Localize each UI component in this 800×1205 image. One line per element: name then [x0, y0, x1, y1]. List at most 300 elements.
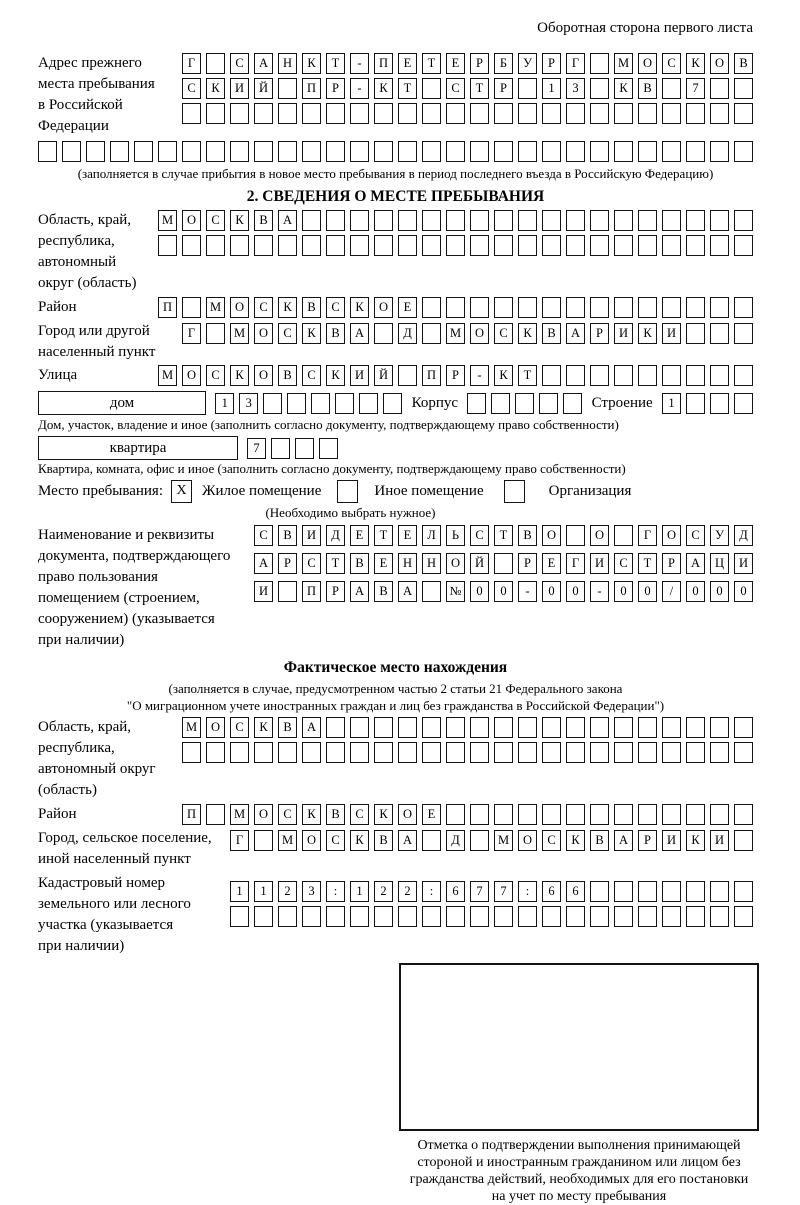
char-cell: П — [302, 78, 321, 99]
char-cell: О — [590, 525, 609, 546]
char-cell: М — [230, 323, 249, 344]
char-cell: М — [230, 804, 249, 825]
char-cell — [638, 210, 657, 231]
char-cell: Т — [374, 525, 393, 546]
char-cell: О — [710, 53, 729, 74]
char-cell — [518, 906, 537, 927]
char-cell — [446, 103, 465, 124]
char-cell: С — [470, 525, 489, 546]
char-cell — [638, 297, 657, 318]
char-cell: М — [614, 53, 633, 74]
char-cell — [470, 742, 489, 763]
document-label: Наименование и реквизиты документа, подтверждающего право пользования помещением (строением, сооружением) (указывается при наличии) — [38, 527, 231, 648]
document-block — [38, 525, 753, 651]
char-cell — [254, 906, 273, 927]
char-cell — [302, 210, 321, 231]
char-cell: О — [182, 365, 201, 386]
char-cell — [686, 235, 705, 256]
char-cell — [326, 742, 345, 763]
char-cell — [182, 297, 201, 318]
char-cell — [710, 742, 729, 763]
char-cell — [542, 906, 561, 927]
char-cell — [542, 141, 561, 162]
char-cell — [734, 78, 753, 99]
char-cell: Е — [350, 525, 369, 546]
char-cell: 0 — [734, 581, 753, 602]
char-cell — [422, 78, 441, 99]
char-cell — [686, 103, 705, 124]
char-cell — [383, 393, 402, 414]
char-cell: С — [350, 804, 369, 825]
char-cell — [302, 742, 321, 763]
char-cell — [614, 906, 633, 927]
char-cell: В — [278, 717, 297, 738]
char-cell — [206, 742, 225, 763]
char-cell — [206, 53, 225, 74]
char-cell — [566, 365, 585, 386]
char-cell: В — [734, 53, 753, 74]
house-field-label: дом — [38, 391, 206, 415]
char-cell — [590, 742, 609, 763]
char-cell — [422, 717, 441, 738]
char-cell: Н — [278, 53, 297, 74]
char-cell: О — [230, 297, 249, 318]
char-cell — [686, 742, 705, 763]
char-cell: О — [446, 553, 465, 574]
char-cell: Р — [590, 323, 609, 344]
char-cell — [734, 210, 753, 231]
char-cell: П — [374, 53, 393, 74]
char-cell: И — [230, 78, 249, 99]
char-row — [230, 830, 753, 851]
char-cell — [359, 393, 378, 414]
char-cell: М — [182, 717, 201, 738]
char-row — [215, 393, 402, 414]
char-cell — [302, 906, 321, 927]
char-row — [230, 881, 753, 902]
char-cell — [590, 141, 609, 162]
structure-label: Строение — [591, 394, 653, 411]
char-cell — [734, 881, 753, 902]
char-cell — [350, 235, 369, 256]
char-cell — [686, 881, 705, 902]
char-cell: Е — [398, 525, 417, 546]
char-cell: - — [518, 581, 537, 602]
char-cell: 1 — [254, 881, 273, 902]
char-cell — [638, 742, 657, 763]
street-block — [38, 365, 753, 386]
char-cell — [422, 103, 441, 124]
char-cell — [734, 103, 753, 124]
char-cell — [662, 210, 681, 231]
char-cell — [398, 235, 417, 256]
char-cell — [710, 881, 729, 902]
char-cell: П — [302, 581, 321, 602]
char-cell — [590, 804, 609, 825]
char-cell — [542, 742, 561, 763]
char-cell — [254, 830, 273, 851]
char-cell: - — [350, 78, 369, 99]
char-row — [467, 393, 582, 414]
char-cell: 2 — [398, 881, 417, 902]
char-cell: : — [518, 881, 537, 902]
char-row — [182, 103, 753, 124]
other-premises-label: Иное помещение — [374, 483, 484, 499]
char-cell: А — [398, 581, 417, 602]
char-cell: О — [518, 830, 537, 851]
char-cell: И — [614, 323, 633, 344]
char-cell — [566, 103, 585, 124]
char-cell: К — [638, 323, 657, 344]
char-cell — [614, 235, 633, 256]
char-cell: С — [542, 830, 561, 851]
char-cell — [590, 53, 609, 74]
apartment-field-label: квартира — [38, 436, 238, 460]
char-cell — [422, 742, 441, 763]
char-cell: О — [374, 297, 393, 318]
char-cell — [326, 235, 345, 256]
char-cell — [710, 906, 729, 927]
char-cell: А — [566, 323, 585, 344]
actual-location-note-1: (заполняется в случае, предусмотренном частью 2 статьи 21 Федерального закона — [168, 681, 623, 696]
char-cell — [710, 323, 729, 344]
char-cell: Е — [398, 53, 417, 74]
street-label: Улица — [38, 367, 78, 383]
char-cell: 6 — [566, 881, 585, 902]
char-cell — [614, 210, 633, 231]
previous-address-label: Адрес прежнего места пребывания в Российской Федерации — [38, 55, 155, 134]
char-cell — [422, 297, 441, 318]
char-cell — [326, 103, 345, 124]
char-cell — [278, 235, 297, 256]
char-cell — [398, 103, 417, 124]
char-cell — [686, 906, 705, 927]
char-row-full-width — [38, 141, 753, 162]
char-cell — [542, 235, 561, 256]
char-cell: 7 — [494, 881, 513, 902]
char-cell — [254, 742, 273, 763]
char-row — [662, 393, 753, 414]
document-boxes — [254, 525, 753, 602]
char-cell — [206, 141, 225, 162]
char-cell — [590, 717, 609, 738]
char-cell: И — [302, 525, 321, 546]
char-cell — [494, 717, 513, 738]
char-cell: О — [206, 717, 225, 738]
char-cell — [710, 365, 729, 386]
char-cell: С — [254, 297, 273, 318]
char-cell: Г — [638, 525, 657, 546]
house-row — [38, 391, 753, 415]
actual-city-block — [38, 828, 753, 870]
char-cell — [518, 297, 537, 318]
region-block — [38, 210, 753, 294]
char-cell: О — [638, 53, 657, 74]
char-cell — [470, 210, 489, 231]
char-cell: С — [206, 210, 225, 231]
char-cell — [710, 235, 729, 256]
previous-address-note: (заполняется в случае прибытия в новое место пребывания в период последнего въезда в Российскую Федерацию) — [77, 166, 714, 181]
char-cell — [319, 438, 338, 459]
char-cell — [662, 906, 681, 927]
char-cell: П — [182, 804, 201, 825]
char-cell: 7 — [247, 438, 266, 459]
char-cell — [494, 804, 513, 825]
char-cell — [326, 906, 345, 927]
char-cell: В — [302, 297, 321, 318]
char-row — [182, 323, 753, 344]
char-cell — [566, 906, 585, 927]
char-cell — [182, 235, 201, 256]
char-cell: М — [494, 830, 513, 851]
char-cell: 7 — [686, 78, 705, 99]
char-cell — [566, 235, 585, 256]
char-cell: Б — [494, 53, 513, 74]
char-cell — [335, 393, 354, 414]
char-cell — [542, 717, 561, 738]
char-row — [182, 717, 753, 738]
char-cell — [614, 717, 633, 738]
char-cell — [182, 742, 201, 763]
char-cell — [710, 210, 729, 231]
char-cell — [734, 297, 753, 318]
char-cell — [446, 141, 465, 162]
char-cell: 0 — [710, 581, 729, 602]
char-cell: А — [614, 830, 633, 851]
char-cell — [638, 103, 657, 124]
char-cell: С — [230, 53, 249, 74]
char-cell — [518, 235, 537, 256]
char-cell: Т — [470, 78, 489, 99]
apartment-row — [38, 436, 753, 460]
char-cell: Т — [638, 553, 657, 574]
char-cell — [158, 235, 177, 256]
char-cell — [734, 365, 753, 386]
char-cell: 7 — [470, 881, 489, 902]
char-cell — [398, 141, 417, 162]
char-cell — [470, 804, 489, 825]
other-premises-checkbox — [337, 480, 358, 503]
char-cell: Т — [398, 78, 417, 99]
organization-checkbox — [504, 480, 525, 503]
char-cell: Г — [182, 323, 201, 344]
char-cell — [398, 210, 417, 231]
char-cell: А — [278, 210, 297, 231]
char-cell — [446, 297, 465, 318]
char-cell — [614, 881, 633, 902]
char-cell — [446, 210, 465, 231]
char-cell — [686, 365, 705, 386]
char-cell: Р — [446, 365, 465, 386]
char-cell — [422, 210, 441, 231]
char-cell: Р — [542, 53, 561, 74]
char-cell — [686, 323, 705, 344]
char-cell — [638, 141, 657, 162]
char-cell — [710, 393, 729, 414]
char-cell — [422, 581, 441, 602]
char-cell: К — [374, 804, 393, 825]
char-cell — [734, 393, 753, 414]
char-cell: О — [662, 525, 681, 546]
char-cell — [614, 804, 633, 825]
previous-address-block — [38, 53, 753, 137]
char-cell — [278, 581, 297, 602]
char-row — [254, 581, 753, 602]
char-cell: К — [302, 804, 321, 825]
char-row — [158, 210, 753, 231]
char-cell — [734, 235, 753, 256]
char-cell — [518, 804, 537, 825]
char-cell — [494, 742, 513, 763]
char-cell: Р — [662, 553, 681, 574]
cadastral-block — [38, 873, 753, 957]
char-cell: Д — [398, 323, 417, 344]
char-cell — [590, 881, 609, 902]
char-cell — [422, 323, 441, 344]
char-cell: С — [254, 525, 273, 546]
char-cell: В — [278, 525, 297, 546]
char-cell: Т — [326, 53, 345, 74]
char-cell: 0 — [470, 581, 489, 602]
char-cell — [278, 103, 297, 124]
char-cell — [542, 297, 561, 318]
char-cell — [254, 141, 273, 162]
city-label: Город или другой населенный пункт — [38, 323, 156, 360]
char-cell — [662, 365, 681, 386]
char-cell — [734, 804, 753, 825]
char-cell — [734, 830, 753, 851]
char-cell: - — [590, 581, 609, 602]
char-cell — [494, 297, 513, 318]
char-cell: Г — [566, 553, 585, 574]
char-cell: К — [230, 210, 249, 231]
char-cell: А — [686, 553, 705, 574]
char-cell — [374, 742, 393, 763]
char-cell — [254, 103, 273, 124]
char-cell: К — [302, 323, 321, 344]
char-cell: М — [206, 297, 225, 318]
char-cell: Д — [446, 830, 465, 851]
char-cell — [662, 804, 681, 825]
char-cell — [614, 297, 633, 318]
char-cell — [662, 717, 681, 738]
char-cell: С — [446, 78, 465, 99]
char-cell: К — [374, 78, 393, 99]
char-cell: 0 — [638, 581, 657, 602]
char-cell: Р — [494, 78, 513, 99]
char-cell — [230, 141, 249, 162]
char-cell: А — [254, 53, 273, 74]
char-cell: В — [374, 581, 393, 602]
char-cell: 1 — [215, 393, 234, 414]
char-cell: Р — [278, 553, 297, 574]
char-cell — [518, 103, 537, 124]
char-cell: Т — [422, 53, 441, 74]
char-cell: : — [326, 881, 345, 902]
char-cell: 0 — [686, 581, 705, 602]
char-cell: - — [470, 365, 489, 386]
char-cell: Ь — [446, 525, 465, 546]
char-cell — [374, 717, 393, 738]
char-cell — [374, 235, 393, 256]
char-cell — [518, 210, 537, 231]
char-cell — [326, 717, 345, 738]
char-cell — [638, 365, 657, 386]
char-cell: Р — [326, 78, 345, 99]
stamp-area — [399, 963, 759, 1205]
char-cell: Л — [422, 525, 441, 546]
char-cell: 1 — [230, 881, 249, 902]
char-cell — [614, 141, 633, 162]
char-cell — [638, 717, 657, 738]
char-cell — [446, 906, 465, 927]
char-cell — [110, 141, 129, 162]
char-cell: Г — [182, 53, 201, 74]
char-cell: К — [278, 297, 297, 318]
char-cell: 6 — [542, 881, 561, 902]
char-cell: 0 — [494, 581, 513, 602]
char-cell: С — [302, 365, 321, 386]
char-cell: К — [518, 323, 537, 344]
char-cell — [566, 525, 585, 546]
stay-type-row — [38, 480, 753, 503]
char-cell: 3 — [566, 78, 585, 99]
char-cell — [638, 906, 657, 927]
char-cell: П — [422, 365, 441, 386]
char-cell — [206, 235, 225, 256]
char-cell — [302, 103, 321, 124]
char-cell — [278, 141, 297, 162]
char-cell: Т — [518, 365, 537, 386]
char-cell — [563, 393, 582, 414]
char-cell: В — [326, 323, 345, 344]
char-cell — [374, 323, 393, 344]
char-cell — [470, 906, 489, 927]
char-cell — [446, 717, 465, 738]
char-cell — [295, 438, 314, 459]
char-cell: 2 — [374, 881, 393, 902]
char-row — [182, 53, 753, 74]
char-cell — [263, 393, 282, 414]
char-cell — [590, 210, 609, 231]
char-cell: И — [254, 581, 273, 602]
region-boxes — [158, 210, 753, 256]
char-cell: К — [686, 830, 705, 851]
char-cell — [614, 525, 633, 546]
char-cell — [374, 210, 393, 231]
char-cell — [230, 742, 249, 763]
house-caption: Дом, участок, владение и иное (заполнить согласно документу, подтверждающему право собственности) — [38, 417, 619, 432]
char-cell: И — [710, 830, 729, 851]
building-label: Корпус — [411, 394, 459, 411]
char-cell — [710, 804, 729, 825]
char-cell — [467, 393, 486, 414]
char-cell: 6 — [446, 881, 465, 902]
char-cell: И — [734, 553, 753, 574]
actual-city-label: Город, сельское поселение, иной населенный пункт — [38, 830, 212, 867]
char-cell: О — [254, 365, 273, 386]
char-cell — [662, 297, 681, 318]
char-cell: Е — [374, 553, 393, 574]
char-cell: О — [470, 323, 489, 344]
char-cell: О — [542, 525, 561, 546]
char-cell: О — [182, 210, 201, 231]
char-cell — [614, 742, 633, 763]
char-cell: Г — [230, 830, 249, 851]
char-cell — [38, 141, 57, 162]
stay-type-label: Место пребывания: — [38, 483, 163, 499]
char-cell — [710, 297, 729, 318]
